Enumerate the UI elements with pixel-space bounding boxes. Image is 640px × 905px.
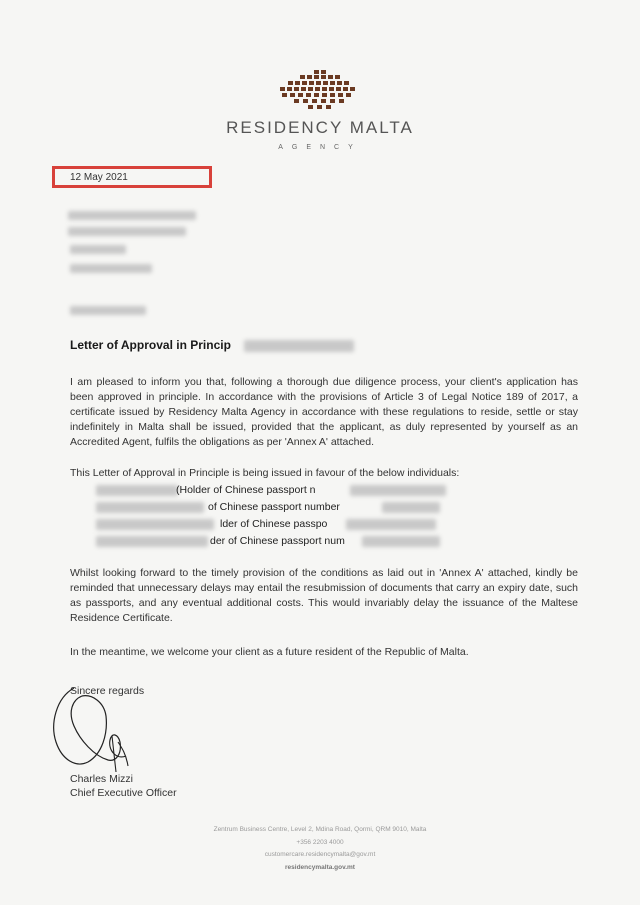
- paragraph-welcome: In the meantime, we welcome your client as a future resident of the Republic of Malta.: [70, 646, 469, 658]
- redacted-passport-number: [382, 502, 440, 513]
- letter-title: Letter of Approval in Princip: [70, 338, 231, 352]
- redacted-passport-number: [350, 485, 446, 496]
- footer-phone: +356 2203 4000: [296, 839, 344, 846]
- redacted-passport-number: [346, 519, 436, 530]
- redacted-individual-name: [96, 536, 208, 547]
- signer-name: Charles Mizzi: [70, 773, 134, 785]
- signer-title: Chief Executive Officer: [70, 787, 177, 799]
- individual-line: lder of Chinese passpo: [220, 518, 328, 530]
- redacted-recipient-line: [68, 211, 196, 220]
- redacted-recipient-line: [68, 227, 186, 236]
- paragraph-individuals-intro: This Letter of Approval in Principle is being issued in favour of the below individuals:: [70, 467, 460, 479]
- paragraph-reminder: Whilst looking forward to the timely provision of the conditions as laid out in 'Annex A' attached, kindly be reminded that unnecessary delays may entail the resubmission of documents that carry an expiry date, such as passports, and any eventual additional costs. This would invariably delay the issuance of the Maltese Residence Certificate.: [70, 567, 578, 624]
- closing-salutation: Sincere regards: [70, 685, 145, 697]
- individual-line: (Holder of Chinese passport n: [176, 484, 316, 496]
- paragraph-approval: I am pleased to inform you that, following a thorough due diligence process, your client's application has been approved in principle. In accordance with the provisions of Article 3 of Legal Notice 189 of 2017, a certificate issued by Residency Malta Agency in accordance with these regulations to reside, settle or stay indefinitely in Malta shall be issued, provided that the applicant, as duly represented by yourself as an Accredited Agent, fulfils the obligations as per 'Annex A' attached.: [70, 376, 578, 448]
- redacted-salutation: [70, 306, 146, 315]
- redacted-individual-name: [96, 502, 204, 513]
- brand-name: RESIDENCY MALTA: [226, 118, 414, 137]
- redacted-title-end: [244, 340, 354, 352]
- redacted-recipient-line: [70, 245, 126, 254]
- footer-email: customercare.residencymalta@gov.mt: [264, 851, 376, 858]
- individual-line: of Chinese passport number: [208, 501, 340, 513]
- handwritten-signature: [46, 676, 156, 786]
- residency-malta-logo: [270, 68, 370, 112]
- brand-subtitle: AGENCY: [278, 144, 362, 151]
- redacted-recipient-line: [70, 264, 152, 273]
- redacted-passport-number: [362, 536, 440, 547]
- individual-line: der of Chinese passport num: [210, 535, 345, 547]
- redacted-individual-name: [96, 519, 214, 530]
- footer-website: residencymalta.gov.mt: [285, 864, 355, 871]
- footer-address: Zentrum Business Centre, Level 2, Mdina Road, Qormi, QRM 9010, Malta: [213, 826, 427, 833]
- letter-date: 12 May 2021: [70, 172, 128, 183]
- redacted-individual-name: [96, 485, 178, 496]
